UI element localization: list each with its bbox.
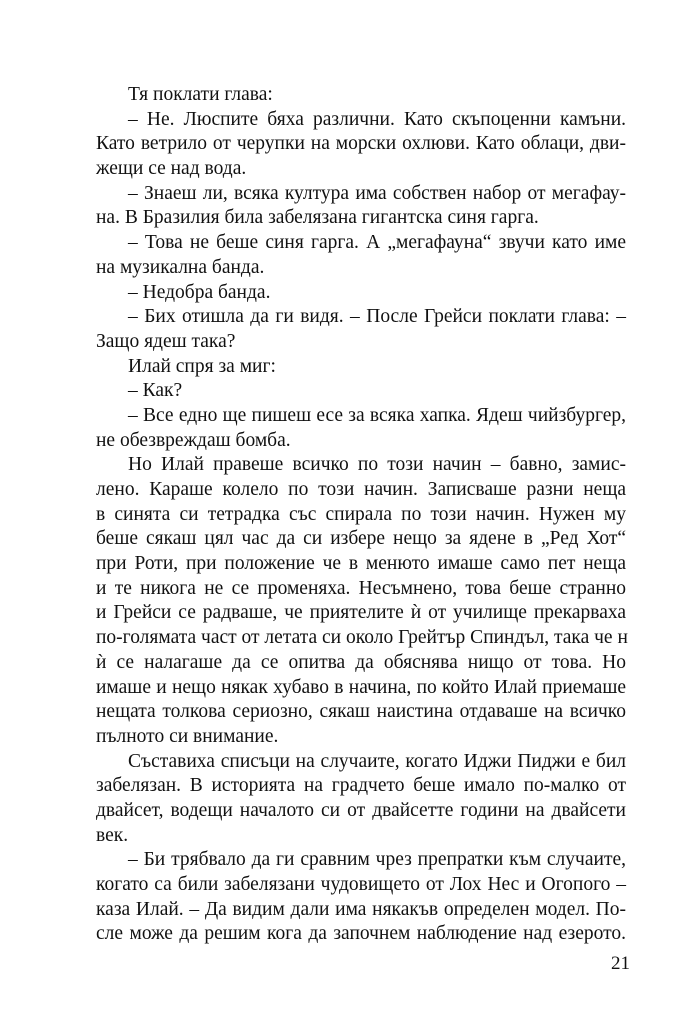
text-line: – Това не беше синя гарга. А „мегафауна“ звучи като име	[128, 232, 626, 254]
text-line: пълното си внимание.	[96, 725, 279, 747]
text-line: на музикална банда.	[96, 256, 265, 278]
text-line: Съставиха списъци на случаите, когато Иджи Пиджи е бил	[128, 750, 626, 772]
text-line: – Знаеш ли, всяка култура има собствен набор от мегафау-	[128, 182, 626, 204]
text-line: Но Илай правеше всичко по този начин – бавно, замис-	[128, 454, 626, 476]
text-line: Тя поклати глава:	[128, 84, 273, 105]
text-line: век.	[96, 824, 129, 846]
text-line: сле може да решим кога да започнем наблюдение над езерото.	[96, 923, 626, 945]
text-line: забелязан. В историята на градчето беше имало по-малко от	[96, 775, 626, 797]
text-line: по-голямата част от летата си около Грейтър Спиндъл, така че н	[96, 627, 628, 649]
text-line: не обезвреждаш бомба.	[96, 429, 291, 451]
text-line: нещата толкова сериозно, сякаш наистина отдаваше на всичко	[96, 701, 626, 723]
page-number: 21	[611, 953, 630, 974]
text-line: в синята си тетрадка със спирала по този начин. Нужен му	[96, 503, 626, 525]
text-line: – Как?	[128, 380, 183, 402]
text-line: когато са били забелязани чудовището от Лох Нес и Огопого –	[96, 874, 626, 895]
text-line: Като ветрило от черупки на морски охлюви. Като облаци, дви-	[96, 133, 626, 155]
text-line: каза Илай. – Да видим дали има някакъв определен модел. По-	[96, 898, 626, 920]
text-line: и те никога не се променяха. Несъмнено, това беше странно	[96, 577, 626, 599]
text-line: имаше и нещо някак хубаво в начина, по който Илай приемаше	[96, 676, 626, 698]
text-line: лено. Караше колело по този начин. Записваше разни неща	[96, 479, 626, 500]
text-line: Защо ядеш така?	[96, 330, 236, 352]
text-line: – Би трябвало да ги сравним чрез препратки към случаите,	[128, 849, 626, 871]
text-line: и Грейси се радваше, че приятелите ѝ от училище прекарваха	[96, 602, 626, 624]
body-text	[96, 83, 626, 947]
text-line: жещи се над вода.	[96, 158, 247, 180]
text-line: на. В Бразилия била забелязана гигантска синя гарга.	[96, 207, 539, 229]
text-line: ѝ се налагаше да се опитва да обяснява нищо от това. Но	[96, 651, 626, 673]
text-line: Илай спря за миг:	[128, 355, 276, 377]
text-line: при Роти, при положение че в менюто имаше само пет неща	[96, 553, 626, 575]
text-line: – Недобра банда.	[128, 281, 271, 303]
text-line: беше сякаш цял час да си избере нещо за ядене в „Ред Хот“	[96, 528, 626, 550]
text-line: – Все едно ще пишеш есе за всяка хапка. Ядеш чийзбургер,	[128, 404, 626, 426]
text-line: – Бих отишла да ги видя. – После Грейси поклати глава: –	[128, 306, 626, 328]
text-line: двайсет, водещи началото си от двайсетте години на двайсети	[96, 799, 626, 821]
text-line: – Не. Люспите бяха различни. Като скъпоценни камъни.	[128, 108, 626, 130]
